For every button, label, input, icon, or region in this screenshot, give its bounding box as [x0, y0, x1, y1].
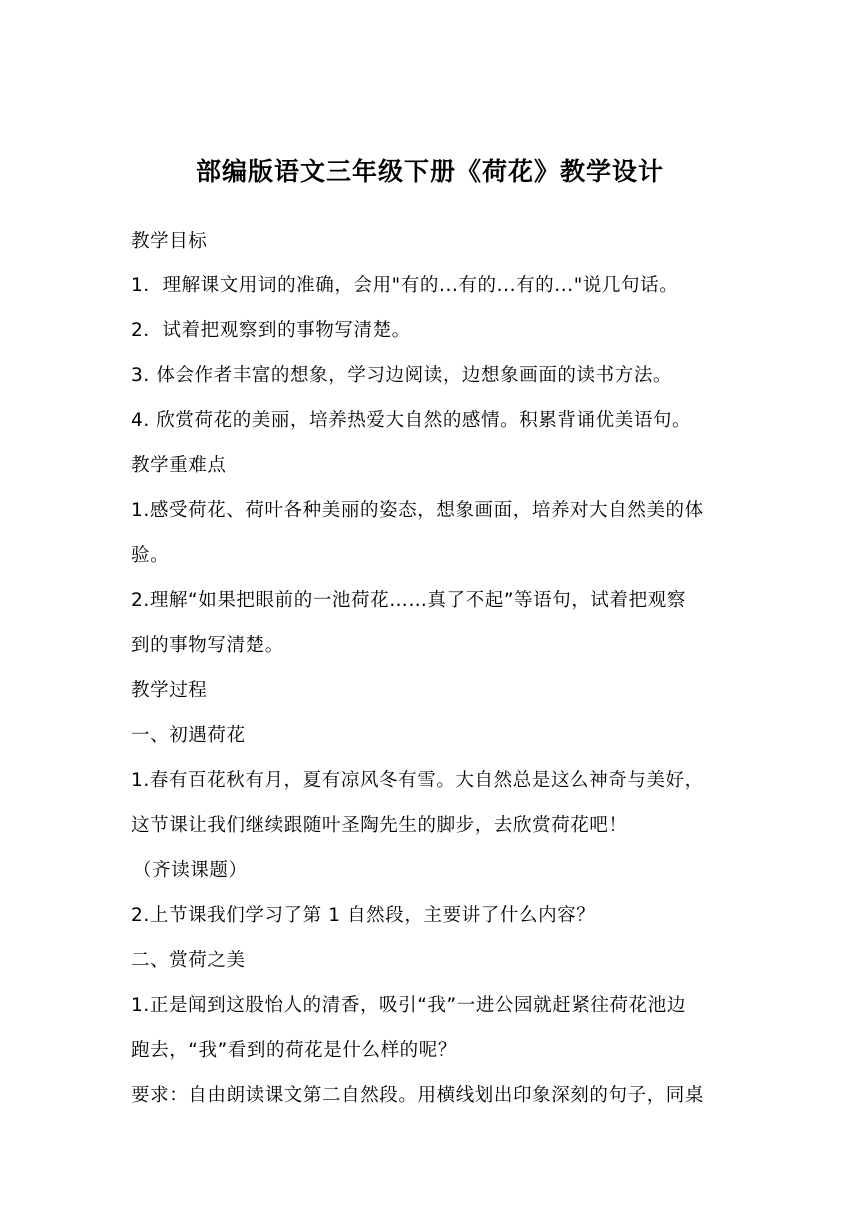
process-part-2-heading: 二、赏荷之美: [131, 950, 246, 971]
goal-item-2: 2．试着把观察到的事物写清楚。: [131, 320, 411, 341]
key-point-2-line-1: 2.理解“如果把眼前的一池荷花……真了不起”等语句，试着把观察: [131, 590, 686, 611]
goal-item-3: 3. 体会作者丰富的想象，学习边阅读，边想象画面的读书方法。: [131, 365, 673, 386]
section-heading-key-points: 教学重难点: [131, 455, 227, 476]
key-point-1-line-1: 1.感受荷花、荷叶各种美丽的姿态，想象画面，培养对大自然美的体: [131, 500, 704, 521]
process-part-2-item-1-line-2: 跑去，“我”看到的荷花是什么样的呢？: [131, 1040, 457, 1061]
key-point-1-line-2: 验。: [131, 545, 170, 566]
section-heading-goals: 教学目标: [131, 231, 208, 252]
process-part-1-item-1-line-2: 这节课让我们继续跟随叶圣陶先生的脚步，去欣赏荷花吧！: [131, 815, 628, 836]
goal-item-4: 4. 欣赏荷花的美丽，培养热爱大自然的感情。积累背诵优美语句。: [131, 410, 692, 431]
document-title: 部编版语文三年级下册《荷花》教学设计: [195, 157, 664, 186]
key-point-2-line-2: 到的事物写清楚。: [131, 635, 284, 656]
process-part-1-item-2: 2.上节课我们学习了第 1 自然段，主要讲了什么内容？: [131, 905, 596, 926]
process-part-1-item-1-line-1: 1.春有百花秋有月，夏有凉风冬有雪。大自然总是这么神奇与美好，: [131, 770, 704, 791]
process-part-2-requirement: 要求：自由朗读课文第二自然段。用横线划出印象深刻的句子，同桌: [131, 1085, 705, 1106]
section-heading-process: 教学过程: [131, 680, 208, 701]
process-part-1-heading: 一、初遇荷花: [131, 725, 246, 746]
process-part-2-item-1-line-1: 1.正是闻到这股怡人的清香，吸引“我”一进公园就赶紧往荷花池边: [131, 995, 686, 1016]
process-part-1-note: （齐读课题）: [133, 860, 248, 881]
goal-item-1: 1．理解课文用词的准确，会用"有的...有的...有的..."说几句话。: [131, 275, 679, 296]
